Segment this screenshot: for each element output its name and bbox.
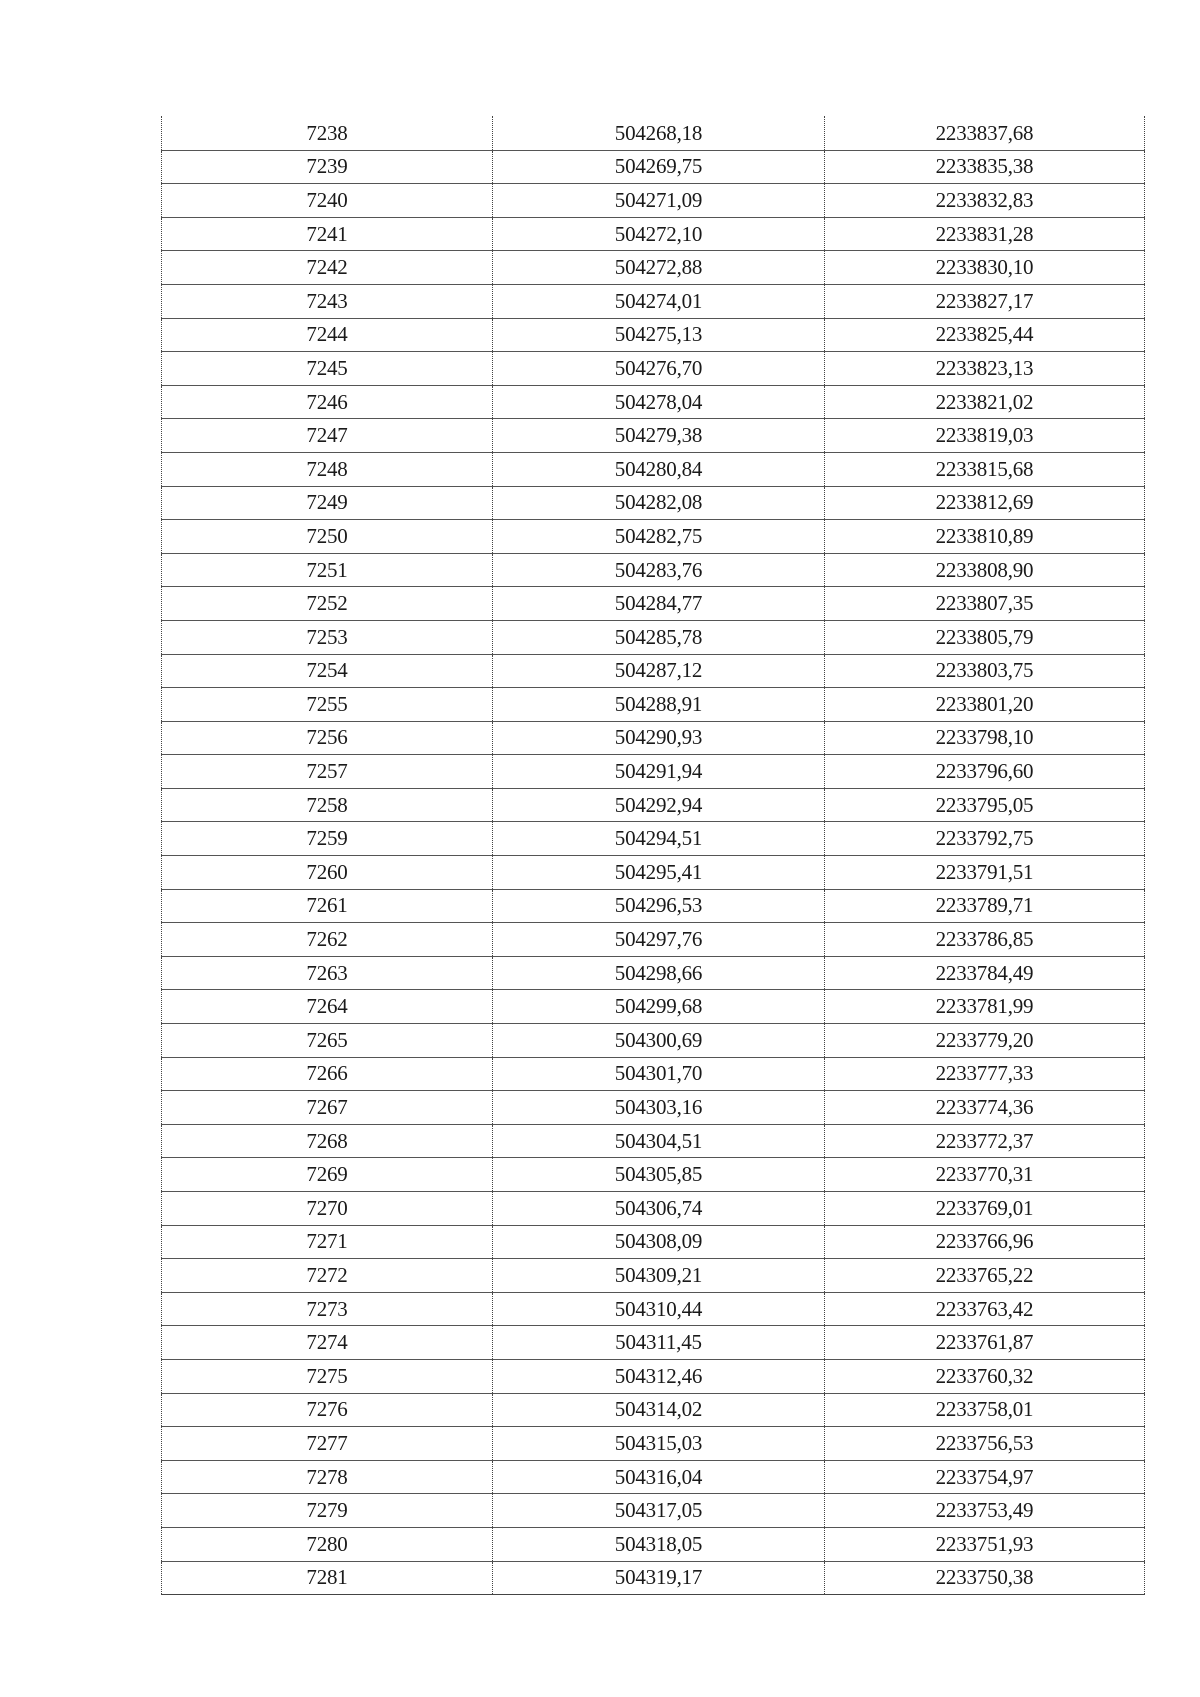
- x-coordinate-cell: 504316,04: [493, 1460, 825, 1494]
- table-row: [162, 284, 1145, 318]
- table-row: [162, 452, 1145, 486]
- x-coordinate-cell: 504272,88: [493, 251, 825, 285]
- x-coordinate-cell: 504274,01: [493, 284, 825, 318]
- table-row: [162, 150, 1145, 184]
- y-coordinate-cell: 2233805,79: [825, 620, 1145, 654]
- point-number-cell: 7241: [162, 217, 493, 251]
- x-coordinate-cell: 504303,16: [493, 1091, 825, 1125]
- table-row: [162, 117, 1145, 151]
- x-coordinate-cell: 504283,76: [493, 553, 825, 587]
- y-coordinate-cell: 2233753,49: [825, 1494, 1145, 1528]
- y-coordinate-cell: 2233815,68: [825, 452, 1145, 486]
- y-coordinate-cell: 2233750,38: [825, 1561, 1145, 1595]
- x-coordinate-cell: 504308,09: [493, 1225, 825, 1259]
- x-coordinate-cell: 504306,74: [493, 1192, 825, 1226]
- point-number-cell: 7266: [162, 1057, 493, 1091]
- coordinate-table: [161, 116, 1145, 1595]
- table-row: [162, 1359, 1145, 1393]
- table-row: [162, 1057, 1145, 1091]
- y-coordinate-cell: 2233810,89: [825, 520, 1145, 554]
- table-row: [162, 755, 1145, 789]
- point-number-cell: 7264: [162, 990, 493, 1024]
- point-number-cell: 7267: [162, 1091, 493, 1125]
- table-row: [162, 856, 1145, 890]
- point-number-cell: 7278: [162, 1460, 493, 1494]
- point-number-cell: 7259: [162, 822, 493, 856]
- y-coordinate-cell: 2233751,93: [825, 1527, 1145, 1561]
- point-number-cell: 7276: [162, 1393, 493, 1427]
- point-number-cell: 7239: [162, 150, 493, 184]
- x-coordinate-cell: 504297,76: [493, 923, 825, 957]
- point-number-cell: 7277: [162, 1427, 493, 1461]
- table-row: [162, 486, 1145, 520]
- point-number-cell: 7245: [162, 352, 493, 386]
- table-row: [162, 1158, 1145, 1192]
- point-number-cell: 7252: [162, 587, 493, 621]
- table-row: [162, 620, 1145, 654]
- point-number-cell: 7251: [162, 553, 493, 587]
- y-coordinate-cell: 2233754,97: [825, 1460, 1145, 1494]
- table-row: [162, 1393, 1145, 1427]
- table-row: [162, 520, 1145, 554]
- table-row: [162, 1259, 1145, 1293]
- y-coordinate-cell: 2233761,87: [825, 1326, 1145, 1360]
- point-number-cell: 7256: [162, 721, 493, 755]
- table-row: [162, 788, 1145, 822]
- coordinate-table-body: [162, 117, 1145, 1595]
- point-number-cell: 7263: [162, 956, 493, 990]
- y-coordinate-cell: 2233766,96: [825, 1225, 1145, 1259]
- x-coordinate-cell: 504314,02: [493, 1393, 825, 1427]
- x-coordinate-cell: 504296,53: [493, 889, 825, 923]
- x-coordinate-cell: 504276,70: [493, 352, 825, 386]
- x-coordinate-cell: 504288,91: [493, 688, 825, 722]
- x-coordinate-cell: 504272,10: [493, 217, 825, 251]
- point-number-cell: 7261: [162, 889, 493, 923]
- table-row: [162, 822, 1145, 856]
- point-number-cell: 7247: [162, 419, 493, 453]
- table-row: [162, 889, 1145, 923]
- x-coordinate-cell: 504285,78: [493, 620, 825, 654]
- x-coordinate-cell: 504275,13: [493, 318, 825, 352]
- y-coordinate-cell: 2233837,68: [825, 117, 1145, 151]
- point-number-cell: 7280: [162, 1527, 493, 1561]
- x-coordinate-cell: 504318,05: [493, 1527, 825, 1561]
- y-coordinate-cell: 2233835,38: [825, 150, 1145, 184]
- table-row: [162, 1494, 1145, 1528]
- table-row: [162, 721, 1145, 755]
- x-coordinate-cell: 504305,85: [493, 1158, 825, 1192]
- point-number-cell: 7246: [162, 385, 493, 419]
- y-coordinate-cell: 2233831,28: [825, 217, 1145, 251]
- table-row: [162, 1561, 1145, 1595]
- table-row: [162, 1192, 1145, 1226]
- point-number-cell: 7272: [162, 1259, 493, 1293]
- y-coordinate-cell: 2233827,17: [825, 284, 1145, 318]
- point-number-cell: 7253: [162, 620, 493, 654]
- point-number-cell: 7269: [162, 1158, 493, 1192]
- x-coordinate-cell: 504284,77: [493, 587, 825, 621]
- point-number-cell: 7244: [162, 318, 493, 352]
- y-coordinate-cell: 2233765,22: [825, 1259, 1145, 1293]
- y-coordinate-cell: 2233807,35: [825, 587, 1145, 621]
- x-coordinate-cell: 504291,94: [493, 755, 825, 789]
- y-coordinate-cell: 2233777,33: [825, 1057, 1145, 1091]
- table-row: [162, 352, 1145, 386]
- y-coordinate-cell: 2233784,49: [825, 956, 1145, 990]
- point-number-cell: 7255: [162, 688, 493, 722]
- x-coordinate-cell: 504300,69: [493, 1024, 825, 1058]
- table-row: [162, 956, 1145, 990]
- y-coordinate-cell: 2233825,44: [825, 318, 1145, 352]
- y-coordinate-cell: 2233823,13: [825, 352, 1145, 386]
- y-coordinate-cell: 2233781,99: [825, 990, 1145, 1024]
- y-coordinate-cell: 2233798,10: [825, 721, 1145, 755]
- table-row: [162, 385, 1145, 419]
- point-number-cell: 7275: [162, 1359, 493, 1393]
- x-coordinate-cell: 504299,68: [493, 990, 825, 1024]
- x-coordinate-cell: 504282,75: [493, 520, 825, 554]
- point-number-cell: 7270: [162, 1192, 493, 1226]
- y-coordinate-cell: 2233795,05: [825, 788, 1145, 822]
- table-row: [162, 419, 1145, 453]
- table-row: [162, 1091, 1145, 1125]
- y-coordinate-cell: 2233758,01: [825, 1393, 1145, 1427]
- y-coordinate-cell: 2233830,10: [825, 251, 1145, 285]
- point-number-cell: 7242: [162, 251, 493, 285]
- x-coordinate-cell: 504311,45: [493, 1326, 825, 1360]
- point-number-cell: 7249: [162, 486, 493, 520]
- point-number-cell: 7268: [162, 1124, 493, 1158]
- x-coordinate-cell: 504310,44: [493, 1292, 825, 1326]
- point-number-cell: 7250: [162, 520, 493, 554]
- y-coordinate-cell: 2233789,71: [825, 889, 1145, 923]
- x-coordinate-cell: 504317,05: [493, 1494, 825, 1528]
- x-coordinate-cell: 504304,51: [493, 1124, 825, 1158]
- y-coordinate-cell: 2233792,75: [825, 822, 1145, 856]
- point-number-cell: 7265: [162, 1024, 493, 1058]
- point-number-cell: 7279: [162, 1494, 493, 1528]
- y-coordinate-cell: 2233774,36: [825, 1091, 1145, 1125]
- table-row: [162, 1427, 1145, 1461]
- y-coordinate-cell: 2233763,42: [825, 1292, 1145, 1326]
- x-coordinate-cell: 504309,21: [493, 1259, 825, 1293]
- x-coordinate-cell: 504271,09: [493, 184, 825, 218]
- point-number-cell: 7258: [162, 788, 493, 822]
- y-coordinate-cell: 2233772,37: [825, 1124, 1145, 1158]
- point-number-cell: 7257: [162, 755, 493, 789]
- table-row: [162, 1124, 1145, 1158]
- table-row: [162, 1024, 1145, 1058]
- x-coordinate-cell: 504319,17: [493, 1561, 825, 1595]
- table-row: [162, 184, 1145, 218]
- point-number-cell: 7273: [162, 1292, 493, 1326]
- table-row: [162, 251, 1145, 285]
- y-coordinate-cell: 2233770,31: [825, 1158, 1145, 1192]
- point-number-cell: 7240: [162, 184, 493, 218]
- point-number-cell: 7254: [162, 654, 493, 688]
- y-coordinate-cell: 2233812,69: [825, 486, 1145, 520]
- y-coordinate-cell: 2233803,75: [825, 654, 1145, 688]
- y-coordinate-cell: 2233769,01: [825, 1192, 1145, 1226]
- y-coordinate-cell: 2233801,20: [825, 688, 1145, 722]
- table-row: [162, 990, 1145, 1024]
- point-number-cell: 7248: [162, 452, 493, 486]
- x-coordinate-cell: 504301,70: [493, 1057, 825, 1091]
- point-number-cell: 7271: [162, 1225, 493, 1259]
- y-coordinate-cell: 2233821,02: [825, 385, 1145, 419]
- table-row: [162, 688, 1145, 722]
- x-coordinate-cell: 504295,41: [493, 856, 825, 890]
- x-coordinate-cell: 504290,93: [493, 721, 825, 755]
- table-row: [162, 587, 1145, 621]
- x-coordinate-cell: 504312,46: [493, 1359, 825, 1393]
- point-number-cell: 7281: [162, 1561, 493, 1595]
- y-coordinate-cell: 2233796,60: [825, 755, 1145, 789]
- table-row: [162, 553, 1145, 587]
- point-number-cell: 7243: [162, 284, 493, 318]
- y-coordinate-cell: 2233760,32: [825, 1359, 1145, 1393]
- table-row: [162, 318, 1145, 352]
- x-coordinate-cell: 504315,03: [493, 1427, 825, 1461]
- table-row: [162, 1527, 1145, 1561]
- table-row: [162, 1460, 1145, 1494]
- x-coordinate-cell: 504294,51: [493, 822, 825, 856]
- y-coordinate-cell: 2233779,20: [825, 1024, 1145, 1058]
- x-coordinate-cell: 504269,75: [493, 150, 825, 184]
- y-coordinate-cell: 2233791,51: [825, 856, 1145, 890]
- y-coordinate-cell: 2233808,90: [825, 553, 1145, 587]
- point-number-cell: 7262: [162, 923, 493, 957]
- point-number-cell: 7260: [162, 856, 493, 890]
- y-coordinate-cell: 2233819,03: [825, 419, 1145, 453]
- table-row: [162, 1225, 1145, 1259]
- table-row: [162, 1326, 1145, 1360]
- x-coordinate-cell: 504282,08: [493, 486, 825, 520]
- table-row: [162, 923, 1145, 957]
- x-coordinate-cell: 504298,66: [493, 956, 825, 990]
- x-coordinate-cell: 504279,38: [493, 419, 825, 453]
- table-row: [162, 1292, 1145, 1326]
- x-coordinate-cell: 504278,04: [493, 385, 825, 419]
- point-number-cell: 7274: [162, 1326, 493, 1360]
- table-row: [162, 654, 1145, 688]
- point-number-cell: 7238: [162, 117, 493, 151]
- y-coordinate-cell: 2233832,83: [825, 184, 1145, 218]
- x-coordinate-cell: 504292,94: [493, 788, 825, 822]
- y-coordinate-cell: 2233756,53: [825, 1427, 1145, 1461]
- y-coordinate-cell: 2233786,85: [825, 923, 1145, 957]
- x-coordinate-cell: 504280,84: [493, 452, 825, 486]
- table-row: [162, 217, 1145, 251]
- x-coordinate-cell: 504287,12: [493, 654, 825, 688]
- x-coordinate-cell: 504268,18: [493, 117, 825, 151]
